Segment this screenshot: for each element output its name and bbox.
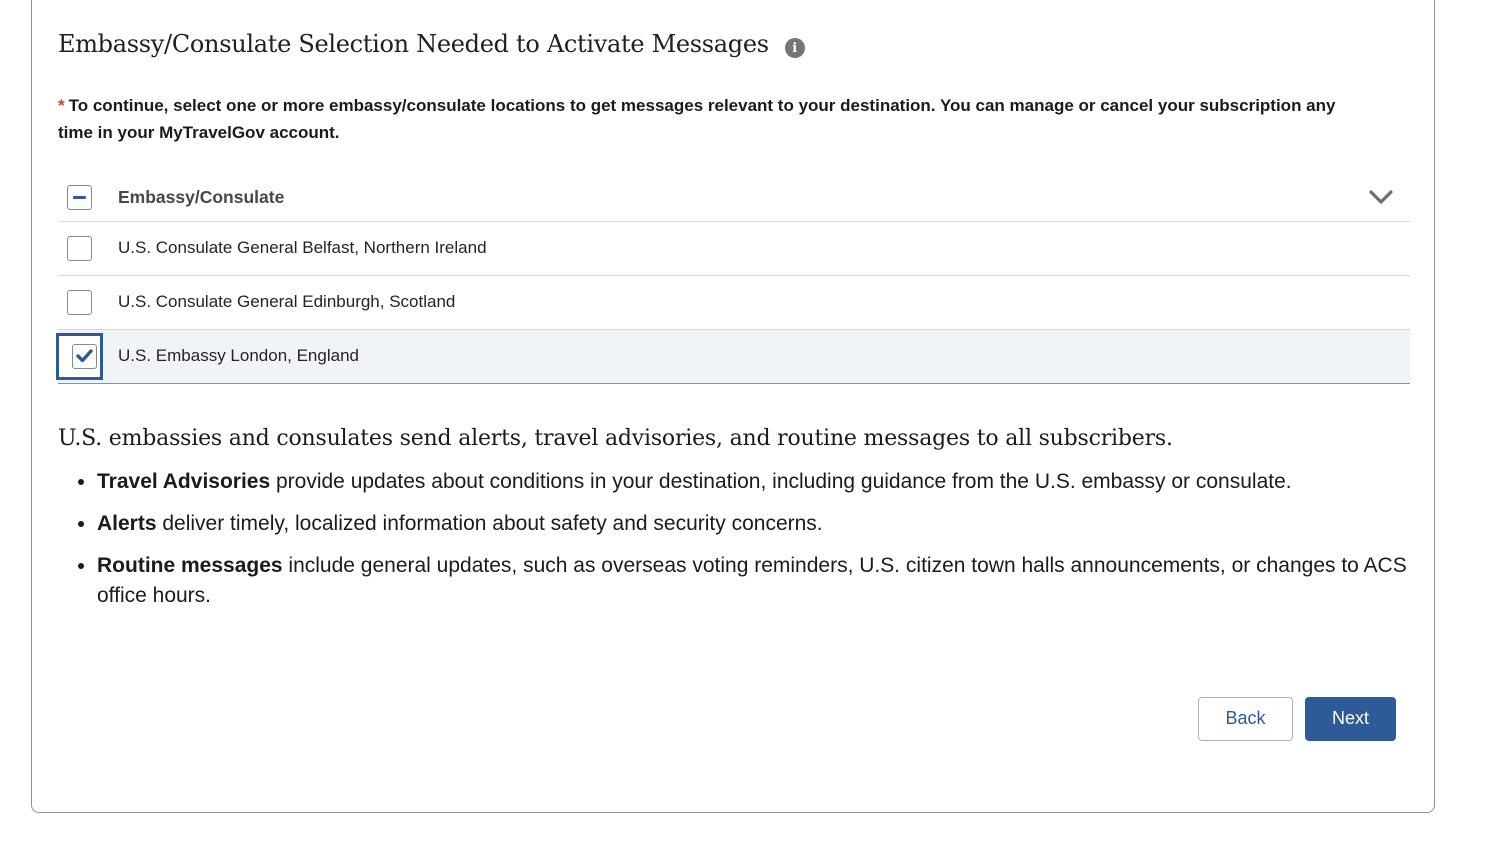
bullet-term: Travel Advisories	[97, 469, 271, 493]
row-label: U.S. Consulate General Belfast, Northern Ireland	[118, 238, 487, 258]
required-notice	[58, 92, 1348, 146]
embassy-table	[58, 174, 1410, 384]
checkbox-focus-ring	[56, 333, 103, 380]
table-header-label: Embassy/Consulate	[118, 186, 285, 207]
title-row	[58, 31, 1410, 59]
row-label: U.S. Consulate General Edinburgh, Scotland	[118, 292, 456, 312]
bullet-description: deliver timely, localized information about safety and security concerns.	[156, 511, 823, 535]
embassy-row-london[interactable]	[58, 330, 1410, 384]
message-types-list	[58, 467, 1410, 611]
subscriber-info-intro: U.S. embassies and consulates send alerts, travel advisories, and routine messages to all subscribers.	[58, 425, 1173, 451]
chevron-down-icon[interactable]	[1368, 189, 1394, 210]
bullet-routine-messages	[97, 551, 1410, 611]
back-button[interactable]: Back	[1198, 697, 1293, 741]
table-header-row	[58, 174, 1410, 222]
bullet-alerts	[97, 509, 1410, 539]
row-checkbox[interactable]	[67, 290, 92, 315]
required-asterisk: *	[58, 95, 65, 115]
info-icon[interactable]: i	[785, 38, 805, 58]
required-notice-text: To continue, select one or more embassy/consulate locations to get messages relevant to your destination. You can manage or cancel your subscription any time in your MyTravelGov account.	[58, 95, 1336, 142]
row-label: U.S. Embassy London, England	[118, 346, 359, 366]
bullet-term: Alerts	[97, 511, 157, 535]
embassy-row-belfast[interactable]	[58, 222, 1410, 276]
bullet-description: include general updates, such as overseas voting reminders, U.S. citizen town halls announcements, or changes to ACS office hours.	[97, 553, 1407, 607]
indeterminate-mark	[73, 196, 86, 199]
checkmark-icon	[76, 349, 93, 363]
row-checkbox[interactable]	[67, 236, 92, 261]
action-buttons	[58, 697, 1410, 741]
bullet-term: Routine messages	[97, 553, 283, 577]
next-button[interactable]: Next	[1305, 697, 1396, 741]
bullet-travel-advisories	[97, 467, 1410, 497]
content-card	[31, 0, 1435, 813]
select-all-checkbox[interactable]	[67, 185, 92, 210]
page-title: Embassy/Consulate Selection Needed to Activate Messages	[58, 30, 769, 58]
bullet-description: provide updates about conditions in your destination, including guidance from the U.S. embassy or consulate.	[270, 469, 1292, 493]
row-checkbox-checked[interactable]	[72, 344, 97, 369]
embassy-row-edinburgh[interactable]	[58, 276, 1410, 330]
